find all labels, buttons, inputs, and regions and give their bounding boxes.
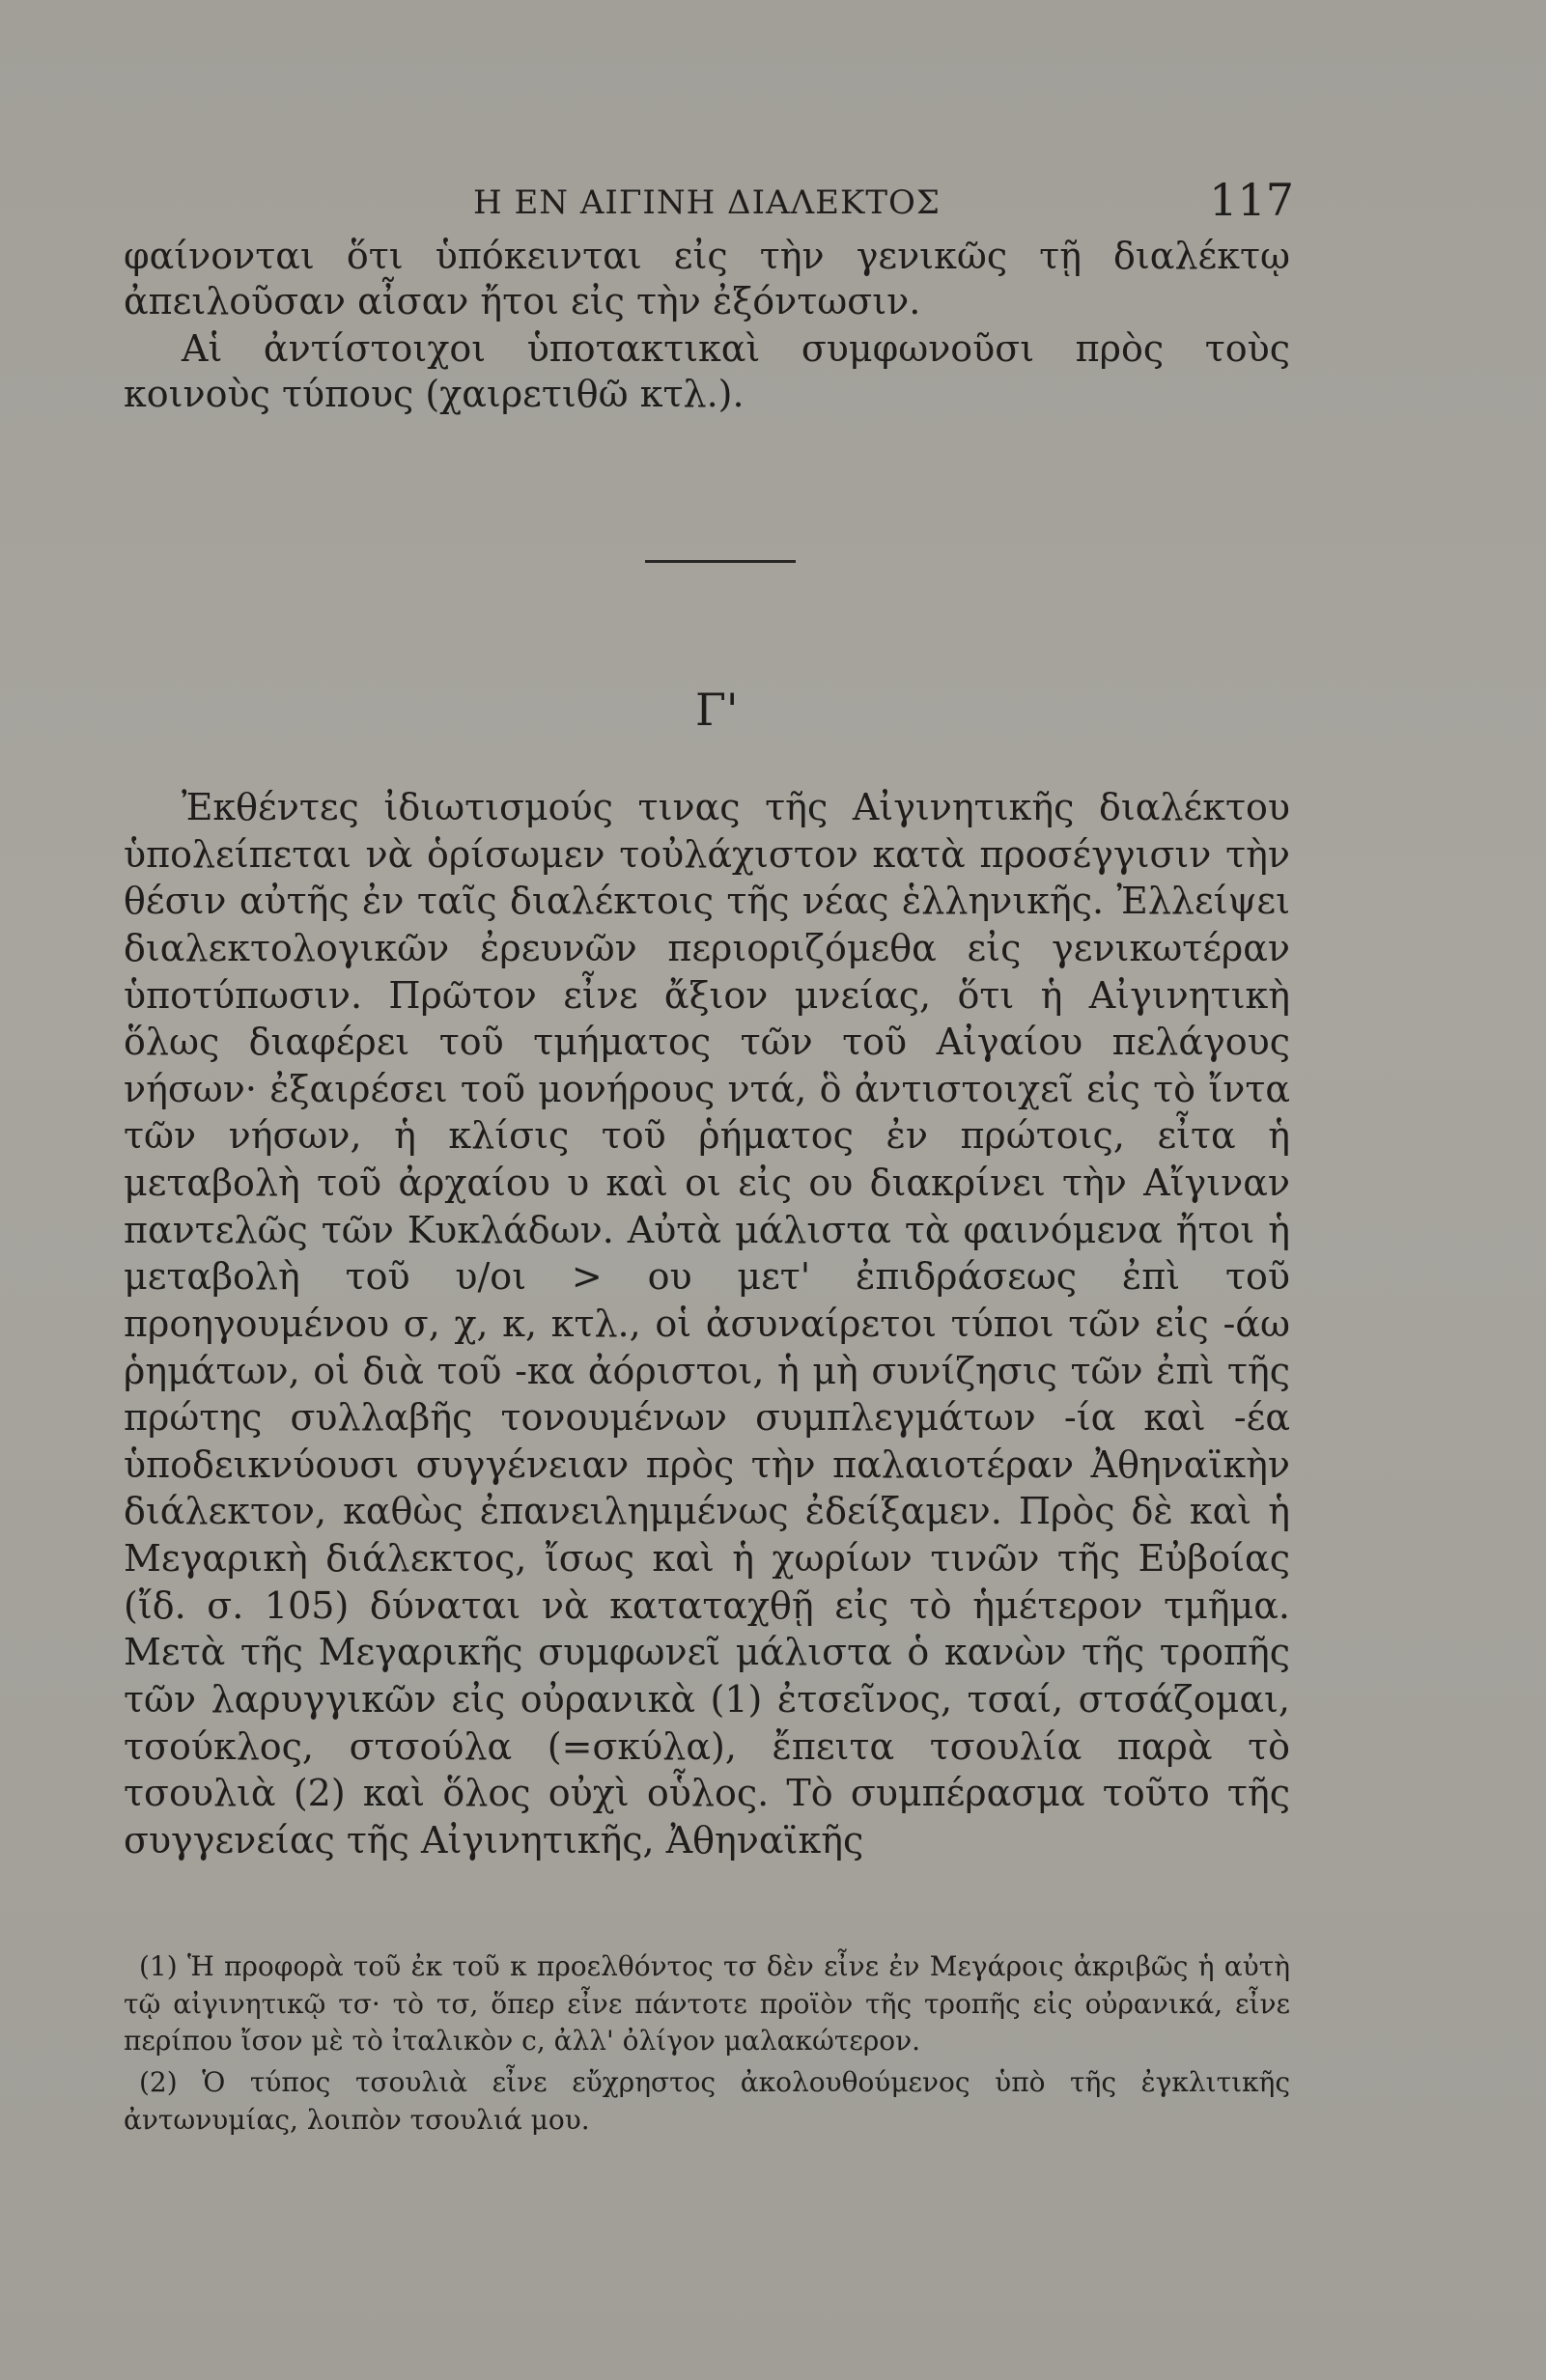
running-title: Η ΕΝ ΑΙΓΙΝΗ ΔΙΑΛΕΚΤΟΣ <box>473 183 941 222</box>
paragraph-2: Αἱ ἀντίστοιχοι ὑποτακτικαὶ συμφωνοῦσι πρὸς τοὺς κοινοὺς τύπους (χαιρετιθῶ κτλ.). <box>124 327 1290 416</box>
footnotes <box>124 1948 1290 2142</box>
section-heading: Γ' <box>695 684 739 736</box>
page-number: 117 <box>1209 174 1294 226</box>
section-separator-rule <box>645 560 796 563</box>
paragraph-1: φαίνονται ὅτι ὑπόκεινται εἰς τὴν γενικῶς τῇ διαλέκτῳ ἀπειλοῦσαν αἶσαν ἤτοι εἰς τὴν ἐξόντωσιν. <box>124 235 1290 323</box>
running-head <box>126 174 1294 232</box>
footnote-2: (2) Ὁ τύπος τσουλιὰ εἶνε εὔχρηστος ἀκολουθούμενος ὑπὸ τῆς ἐγκλιτικῆς ἀντωνυμίας, λοιπὸν τσουλιά μου. <box>124 2065 1290 2136</box>
paragraph-3: Ἐκθέντες ἰδιωτισμούς τινας τῆς Αἰγινητικῆς διαλέκτου ὑπολείπεται νὰ ὁρίσωμεν τοὐλάχιστον κατὰ προσέγγισιν τὴν θέσιν αὐτῆς ἐν ταῖς διαλέκτοις τῆς νέας ἑλληνικῆς. Ἐλλείψει διαλεκτολογικῶν ἐρευνῶν περιοριζόμεθα εἰς γενικωτέραν ὑποτύπωσιν. Πρῶτον εἶνε ἄξιον μνείας, ὅτι ἡ Αἰγινητικὴ ὅλως διαφέρει τοῦ τμήματος τῶν τοῦ Αἰγαίου πελάγους νήσων· ἐξαιρέσει τοῦ μονήρους ντά, ὃ ἀντιστοιχεῖ εἰς τὸ ἴντα τῶν νήσων, ἡ κλίσις τοῦ ῥήματος ἐν πρώτοις, εἶτα ἡ μεταβολὴ τοῦ ἀρχαίου υ καὶ οι εἰς ου διακρίνει τὴν Αἴγιναν παντελῶς τῶν Κυκλάδων. Αὐτὰ μάλιστα τὰ φαινόμενα ἤτοι ἡ μεταβολὴ τοῦ υ/οι > ου μετ' ἐπιδράσεως ἐπὶ τοῦ προηγουμένου σ, χ, κ, κτλ., οἱ ἀσυναίρετοι τύποι τῶν εἰς -άω ῥημάτων, οἱ διὰ τοῦ -κα ἀόριστοι, ἡ μὴ συνίζησις τῶν ἐπὶ τῆς πρώτης συλλαβῆς τονουμένων συμπλεγμάτων -ία καὶ -έα ὑποδεικνύουσι συγγένειαν πρὸς τὴν παλαιοτέραν Ἀθηναϊκὴν διάλεκτον, καθὼς ἐπανειλημμένως ἐδείξαμεν. Πρὸς δὲ καὶ ἡ Μεγαρικὴ διάλεκτος, ἴσως καὶ ἡ χωρίων τινῶν τῆς Εὐβοίας (ἴδ. σ. 105) δύναται νὰ καταταχθῇ εἰς τὸ ἡμέτερον τμῆμα. Μετὰ τῆς Μεγαρικῆς συμφωνεῖ μάλιστα ὁ κανὼν τῆς τροπῆς τῶν λαρυγγικῶν εἰς οὐρανικὰ (1) ἐτσεῖνος, τσαί, στσάζομαι, τσούκλος, στσούλα (=σκύλα), ἔπειτα τσουλία παρὰ τὸ τσουλιὰ (2) καὶ ὅλος οὐχὶ οὗλος. Τὸ συμπέρασμα τοῦτο τῆς συγγενείας τῆς Αἰγινητικῆς, Ἀθηναϊκῆς <box>124 786 1290 1862</box>
footnote-1: (1) Ἡ προφορὰ τοῦ ἐκ τοῦ κ προελθόντος τσ δὲν εἶνε ἐν Μεγάροις ἀκριβῶς ἡ αὐτὴ τῷ αἰγινητικῷ τσ· τὸ τσ, ὅπερ εἶνε πάντοτε προϊὸν τῆς τροπῆς εἰς οὐρανικά, εἶνε περίπου ἴσον μὲ τὸ ἰταλικὸν c, ἀλλ' ὀλίγον μαλακώτερον. <box>124 1950 1290 2058</box>
